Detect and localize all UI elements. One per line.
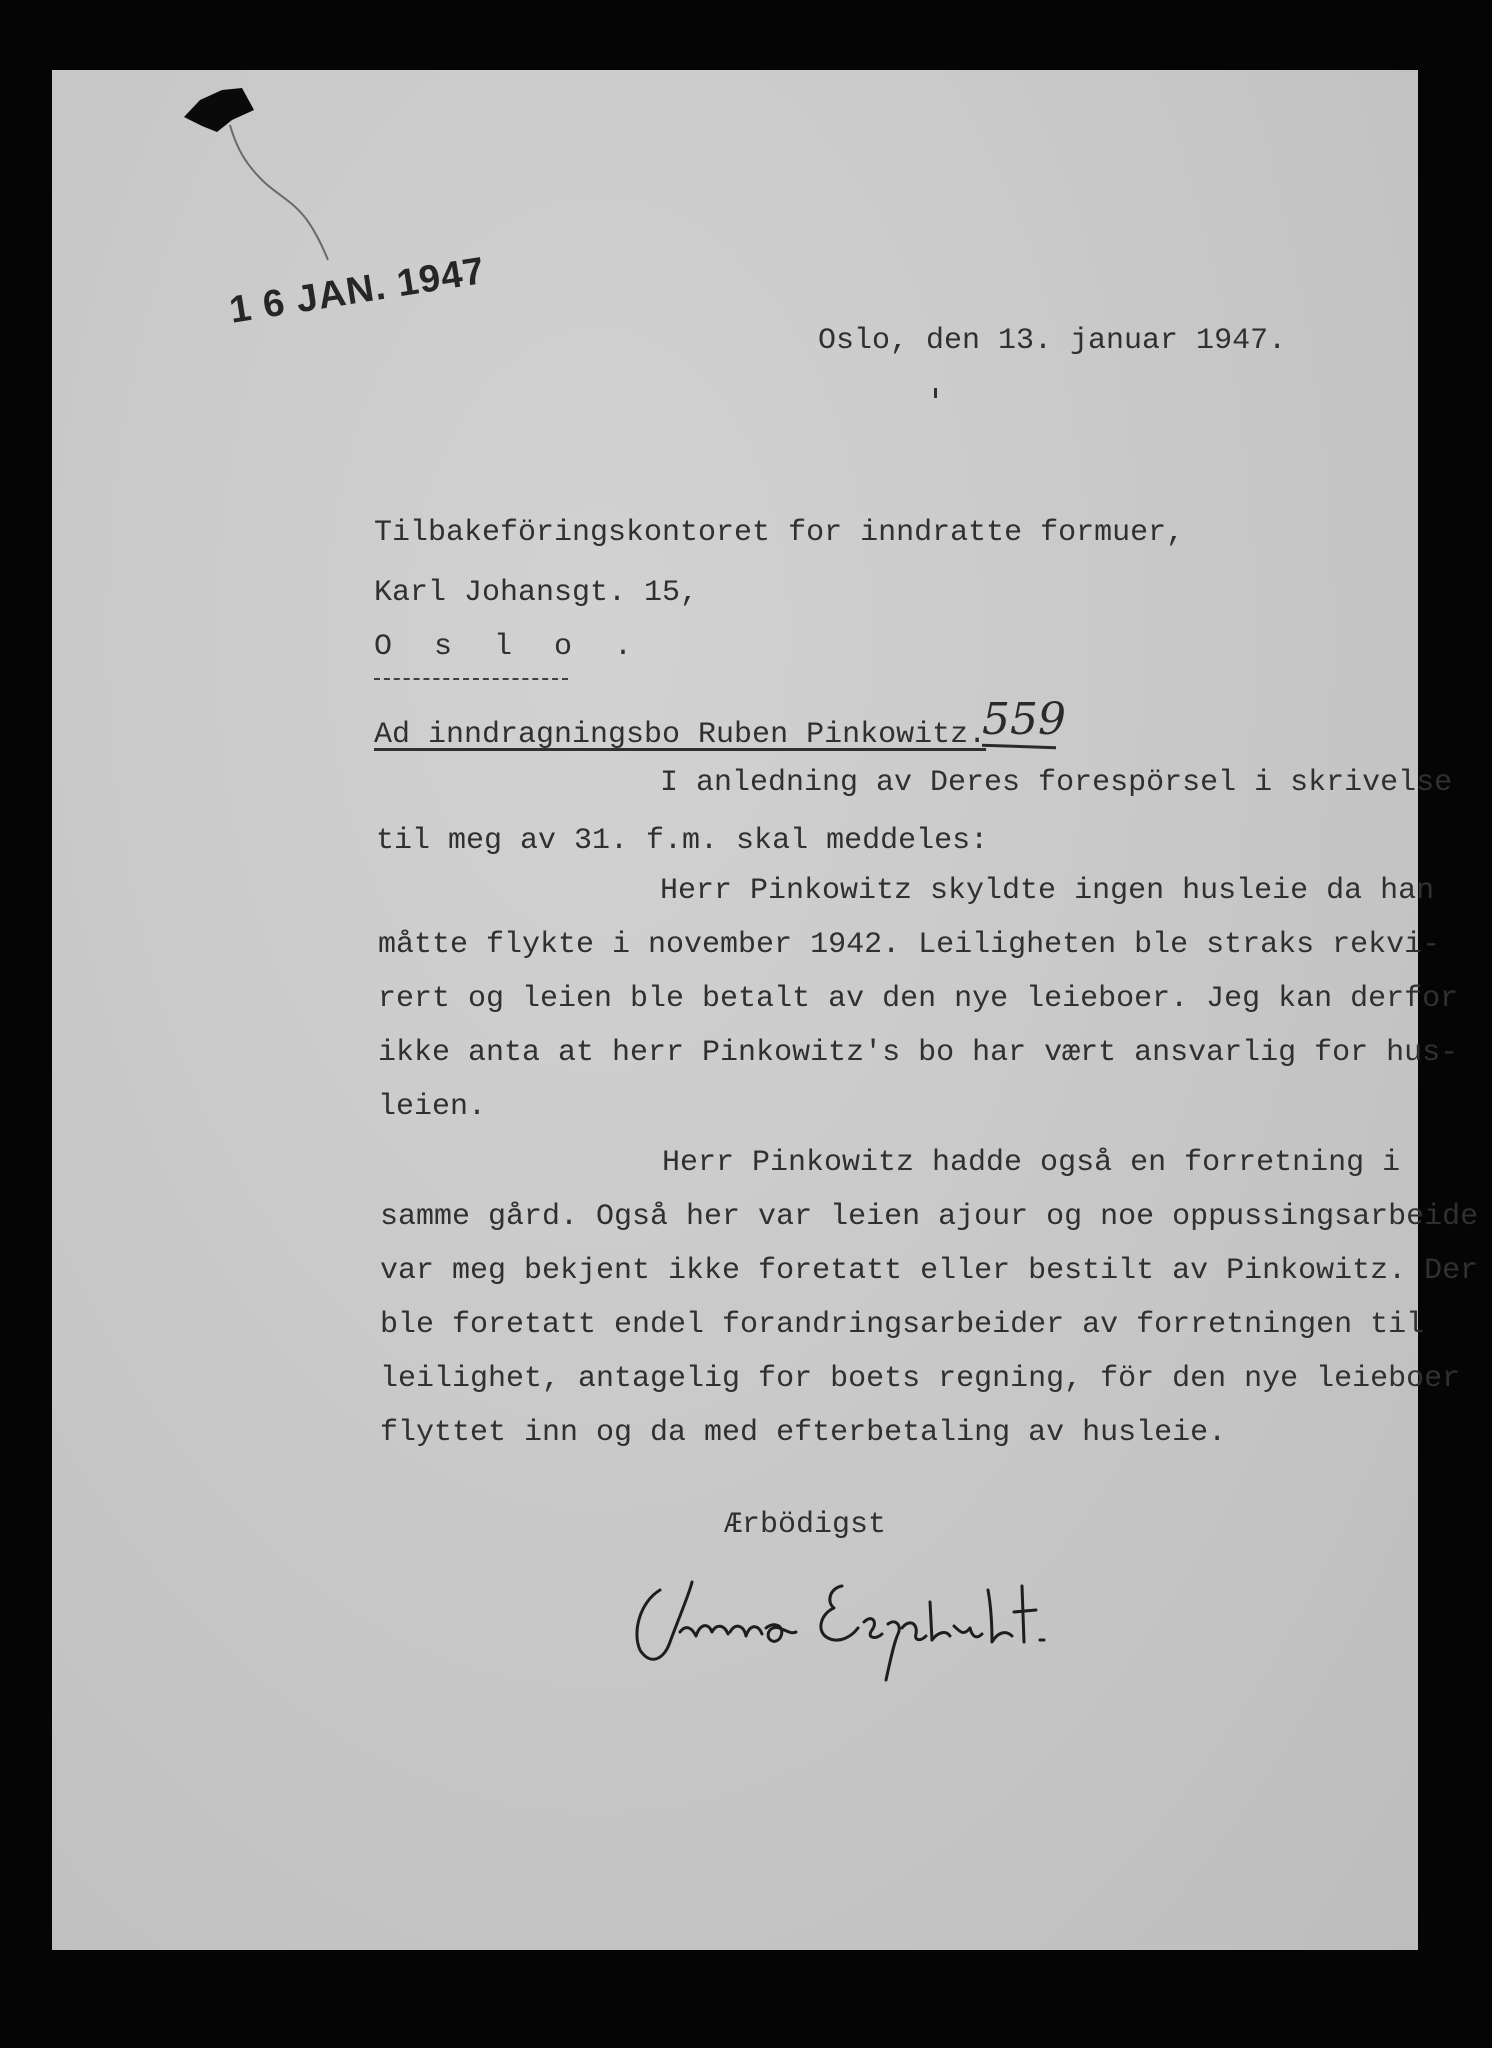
received-date-stamp: 1 6 JAN. 1947 — [226, 249, 489, 332]
paragraph-line: til meg av 31. f.m. skal meddeles: — [376, 824, 989, 858]
paragraph-line: rert og leien ble betalt av den nye leieboer. Jeg kan derfor — [378, 982, 1459, 1016]
handwritten-case-number: 559 — [982, 694, 1066, 745]
ink-speck — [934, 388, 937, 398]
torn-corner-mark — [52, 70, 452, 270]
recipient-city: O s l o . — [374, 630, 645, 664]
paragraph-line: ble foretatt endel forandringsarbeider av forretningen til — [380, 1308, 1425, 1342]
paragraph-line: leien. — [378, 1090, 487, 1124]
paragraph-line: I anledning av Deres forespörsel i skrivelse — [660, 766, 1453, 800]
paragraph-line: var meg bekjent ikke foretatt eller bestilt av Pinkowitz. Der — [380, 1254, 1479, 1288]
address-divider — [374, 678, 568, 680]
paragraph-line: Herr Pinkowitz hadde også en forretning i — [662, 1146, 1401, 1180]
recipient-name: Tilbakeföringskontoret for inndratte formuer, — [374, 516, 1185, 550]
paragraph-line: samme gård. Også her var leien ajour og noe oppussingsarbeide — [380, 1200, 1479, 1234]
paragraph-line: Herr Pinkowitz skyldte ingen husleie da han — [660, 874, 1435, 908]
paragraph-line: leilighet, antagelig for boets regning, för den nye leieboer — [380, 1362, 1461, 1396]
letter-subject: Ad inndragningsbo Ruben Pinkowitz. — [374, 718, 987, 752]
paragraph-line: ikke anta at herr Pinkowitz's bo har vært ansvarlig for hus- — [378, 1036, 1459, 1070]
letter-closing: Ærbödigst — [724, 1508, 887, 1542]
paragraph-line: flyttet inn og da med efterbetaling av husleie. — [380, 1416, 1227, 1450]
letter-date: Oslo, den 13. januar 1947. — [818, 324, 1287, 358]
handwritten-signature — [620, 1562, 1220, 1692]
recipient-street: Karl Johansgt. 15, — [374, 576, 699, 610]
paragraph-line: måtte flykte i november 1942. Leiligheten ble straks rekvi- — [378, 928, 1441, 962]
